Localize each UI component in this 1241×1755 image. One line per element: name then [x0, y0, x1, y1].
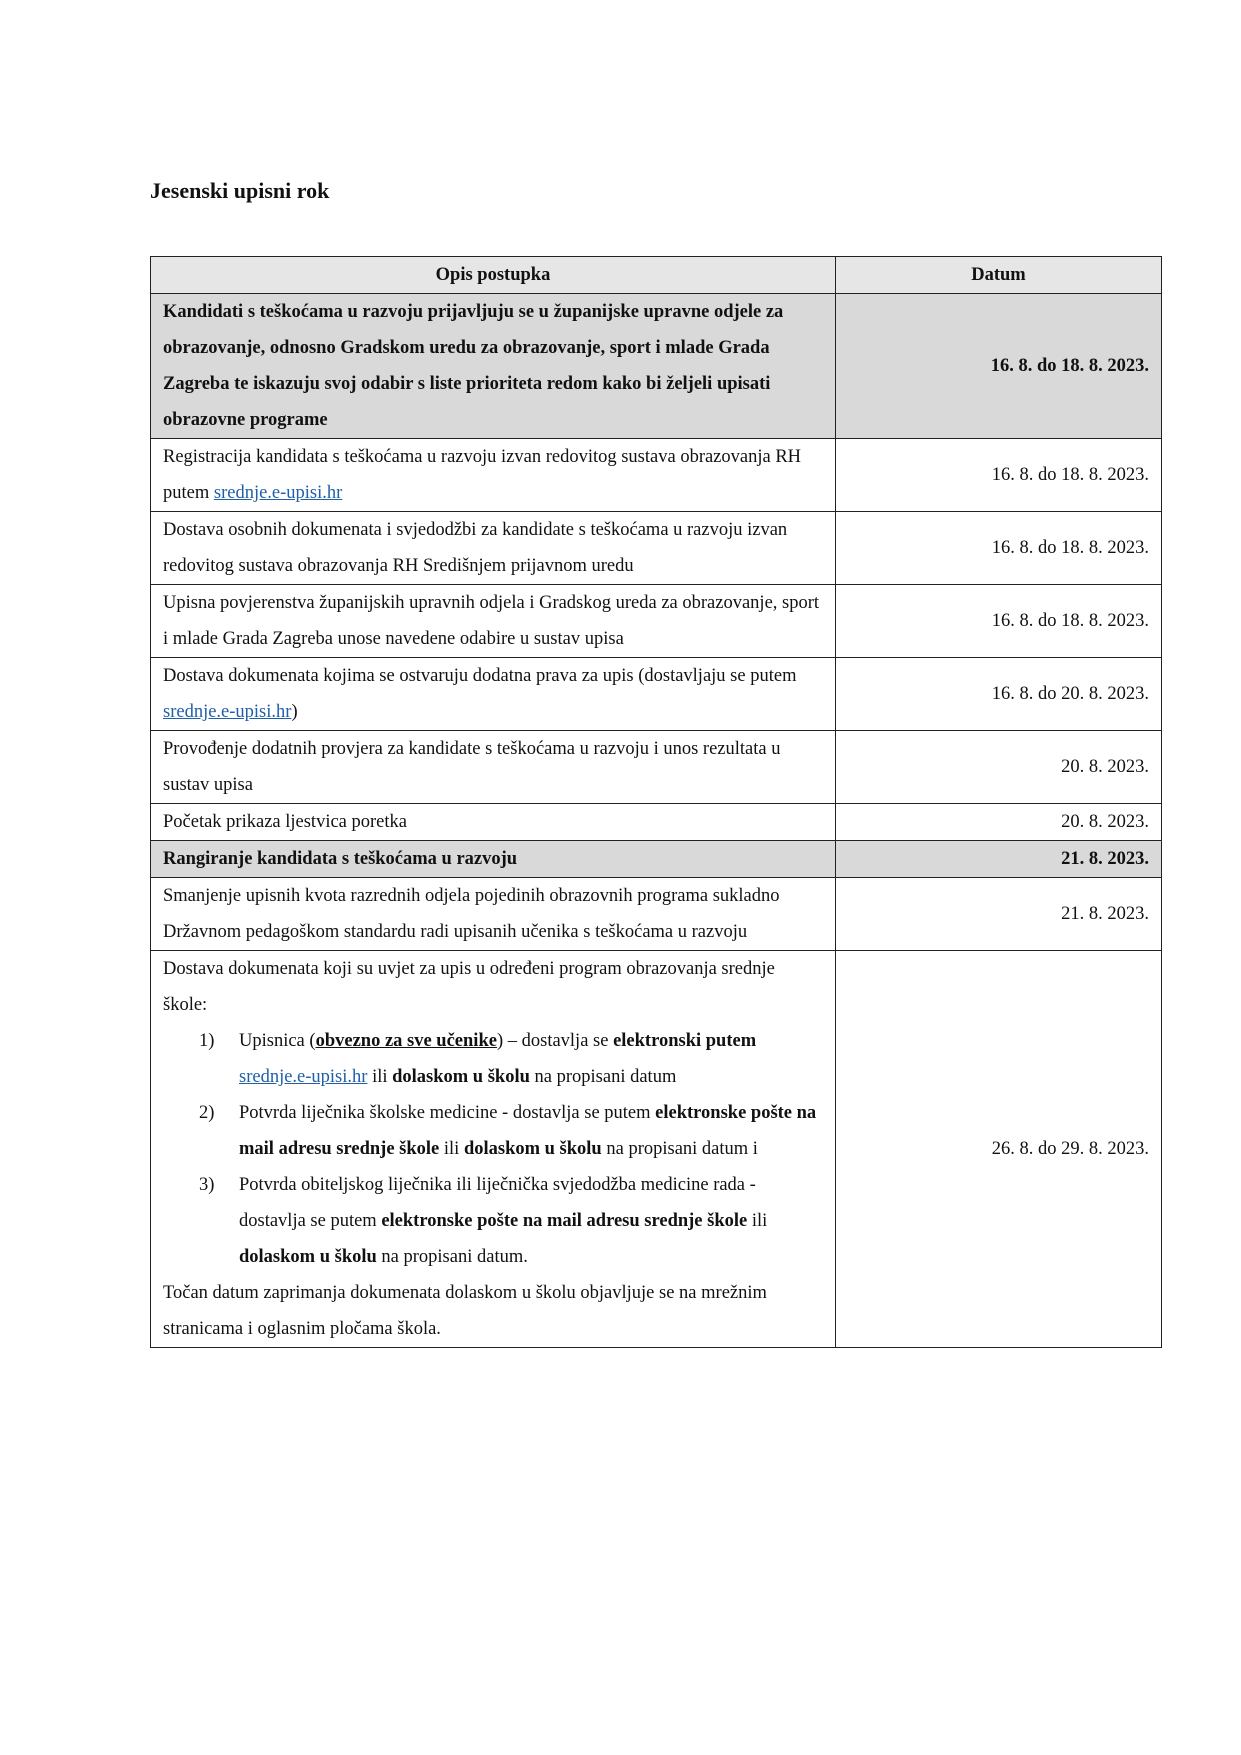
row-description: Registracija kandidata s teškoćama u razvoju izvan redovitog sustava obrazovanja RH putem srednje.e-upisi.hr	[151, 439, 836, 512]
row-date: 16. 8. do 18. 8. 2023.	[836, 439, 1162, 512]
row-date: 26. 8. do 29. 8. 2023.	[836, 951, 1162, 1348]
table-row	[151, 294, 1162, 439]
row-description: Dostava osobnih dokumenata i svjedodžbi za kandidate s teškoćama u razvoju izvan redovitog sustava obrazovanja RH Središnjem prijavnom uredu	[151, 512, 836, 585]
table-row	[151, 439, 1162, 512]
table-row	[151, 841, 1162, 878]
schedule-table	[150, 256, 1162, 1348]
list-item: 1) Upisnica (obvezno za sve učenike) – dostavlja se elektronski putem srednje.e-upisi.hr ili dolaskom u školu na propisani datum	[199, 1031, 757, 1087]
row-description	[151, 951, 836, 1348]
documents-outro: Točan datum zaprimanja dokumenata dolaskom u školu objavljuje se na mrežnim stranicama i oglasnim pločama škola.	[163, 1283, 767, 1339]
header-description: Opis postupka	[151, 257, 836, 294]
row-date: 21. 8. 2023.	[836, 841, 1162, 878]
row-date: 16. 8. do 18. 8. 2023.	[836, 512, 1162, 585]
row-date: 20. 8. 2023.	[836, 804, 1162, 841]
table-row	[151, 658, 1162, 731]
e-upisi-link[interactable]: srednje.e-upisi.hr	[163, 702, 292, 722]
row-description: Kandidati s teškoćama u razvoju prijavljuju se u županijske upravne odjele za obrazovanje, odnosno Gradskom uredu za obrazovanje, sport i mlade Grada Zagreba te iskazuju svoj odabir s liste prioriteta redom kako bi željeli upisati obrazovne programe	[151, 294, 836, 439]
row-date: 20. 8. 2023.	[836, 731, 1162, 804]
table-row	[151, 804, 1162, 841]
e-upisi-link[interactable]: srednje.e-upisi.hr	[213, 483, 343, 503]
row-date: 16. 8. do 20. 8. 2023.	[836, 658, 1162, 731]
row-description: Dostava dokumenata kojima se ostvaruju dodatna prava za upis (dostavljaju se putem srednje.e-upisi.hr)	[151, 658, 836, 731]
row-description: Početak prikaza ljestvica poretka	[151, 804, 836, 841]
header-date: Datum	[836, 257, 1162, 294]
row-date: 16. 8. do 18. 8. 2023.	[836, 294, 1162, 439]
row-description: Smanjenje upisnih kvota razrednih odjela pojedinih obrazovnih programa sukladno Državnom pedagoškom standardu radi upisanih učenika s teškoćama u razvoju	[151, 878, 836, 951]
table-row	[151, 585, 1162, 658]
page-title: Jesenski upisni rok	[150, 178, 330, 203]
e-upisi-link[interactable]: srednje.e-upisi.hr	[239, 1067, 368, 1087]
documents-intro: Dostava dokumenata koji su uvjet za upis u određeni program obrazovanja srednje škole:	[163, 959, 775, 1015]
list-item: 2) Potvrda liječnika školske medicine - dostavlja se putem elektronske pošte na mail adresu srednje škole ili dolaskom u školu na propisani datum i	[199, 1103, 817, 1159]
row-description: Provođenje dodatnih provjera za kandidate s teškoćama u razvoju i unos rezultata u sustav upisa	[151, 731, 836, 804]
row-description: Upisna povjerenstva županijskih upravnih odjela i Gradskog ureda za obrazovanje, sport i mlade Grada Zagreba unose navedene odabire u sustav upisa	[151, 585, 836, 658]
list-item: 3) Potvrda obiteljskog liječnika ili liječnička svjedodžba medicine rada - dostavlja se putem elektronske pošte na mail adresu srednje škole ili dolaskom u školu na propisani datum.	[199, 1175, 768, 1267]
table-row	[151, 878, 1162, 951]
table-header-row	[151, 257, 1162, 294]
documents-list	[163, 1023, 823, 1275]
table-row	[151, 731, 1162, 804]
row-date: 16. 8. do 18. 8. 2023.	[836, 585, 1162, 658]
table-row	[151, 512, 1162, 585]
table-row	[151, 951, 1162, 1348]
row-description: Rangiranje kandidata s teškoćama u razvoju	[151, 841, 836, 878]
row-date: 21. 8. 2023.	[836, 878, 1162, 951]
